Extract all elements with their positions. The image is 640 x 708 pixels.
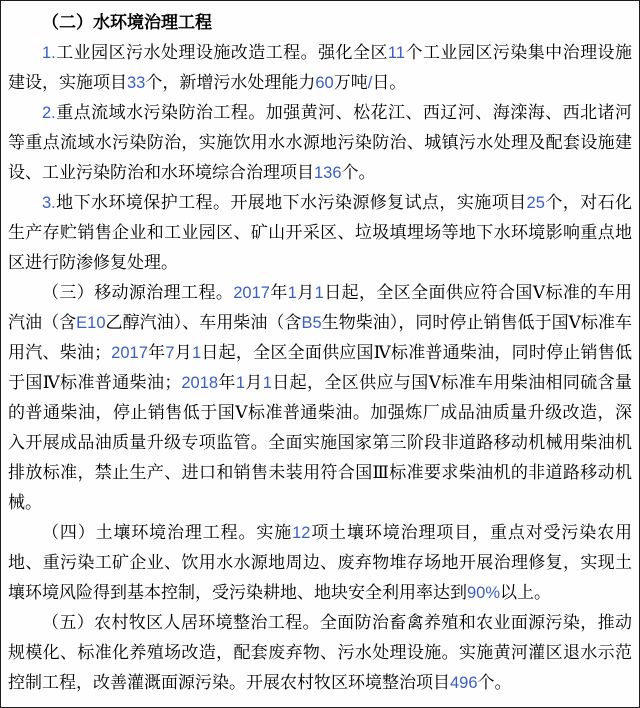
section-heading: （二）水环境治理工程 [42, 13, 212, 32]
numeric-text: 1 [287, 284, 297, 302]
numeric-text: 11 [387, 44, 406, 62]
numeric-text: 25 [526, 194, 545, 212]
text-run: 年 [147, 343, 166, 362]
text-run: 月 [174, 343, 193, 362]
text-run: 工业园区污水处理设施改造工程。强化全区 [55, 43, 388, 62]
document-body [8, 38, 632, 698]
numeric-text: 1 [262, 374, 272, 392]
numeric-text: E10 [76, 314, 106, 332]
text-run: 乙醇汽油）、车用柴油（含 [105, 313, 302, 332]
text-run: 日起，全区全面供应国Ⅳ标准普通柴油，同时停止销售低于国Ⅳ标准普通柴油； [8, 343, 633, 392]
numeric-text: 1 [235, 374, 245, 392]
numeric-text: 496 [450, 674, 478, 692]
numeric-text: 3. [42, 194, 56, 212]
numeric-text: 33 [127, 74, 146, 92]
numeric-text: 1 [314, 284, 324, 302]
paragraph [8, 98, 632, 188]
numeric-text: 2018 [181, 374, 219, 392]
text-run: 个。 [341, 163, 376, 182]
text-run: 个。 [477, 673, 512, 692]
text-run: 日起，全区全面供应符合国Ⅴ标准的车用汽油（含 [8, 283, 633, 332]
text-run: 年 [218, 373, 236, 392]
paragraph [8, 38, 632, 98]
text-run: 个，新增污水处理能力 [145, 73, 316, 92]
text-run: 月 [296, 283, 315, 302]
text-run: 年 [269, 283, 288, 302]
text-run: 生物柴油），同时停止销售低于国Ⅴ标准车用汽、柴油； [8, 313, 633, 362]
numeric-text: 12 [292, 524, 311, 542]
text-run: 月 [245, 373, 263, 392]
numeric-text: 2. [42, 104, 56, 122]
numeric-text: 7 [165, 344, 175, 362]
text-run: 日。 [372, 73, 407, 92]
numeric-text: B5 [301, 314, 322, 332]
numeric-text: 60 [315, 74, 334, 92]
numeric-text: 136 [314, 164, 342, 182]
numeric-text: / [367, 74, 373, 92]
paragraph [8, 608, 632, 698]
text-run: 重点流域水污染防治工程。加强黄河、松花江、西辽河、海滦海、西北诸河等重点流域水污染防治，实施饮用水水源地污染防治、城镇污水处理及配套设施建设、工业污染防治和水环境综合治理项目 [8, 103, 632, 182]
numeric-text: 1. [42, 44, 56, 62]
text-run: （五）农村牧区人居环境整治工程。全面防治畜禽养殖和农业面源污染，推动规模化、标准化养殖场改造，配套废弃物、污水处理设施。实施黄河灌区退水示范控制工程，改善灌溉面源污染。开展农村牧区环境整治项目 [8, 613, 632, 692]
text-run: 个工业园区污染集中治理设施建设，实施项目 [8, 43, 633, 92]
text-run: 日起，全区供应与国Ⅴ标准车用柴油相同硫含量的普通柴油，停止销售低于国Ⅴ标准普通柴油。加强炼厂成品油质量升级改造，深入开展成品油质量升级专项监管。全面实施国家第三阶段非道路移动机械用柴油机排放标准，禁止生产、进口和销售未装用符合国Ⅲ标准要求柴油机的非道路移动机械。 [8, 373, 633, 512]
text-run: （三）移动源治理工程。 [42, 283, 234, 302]
paragraph [8, 188, 632, 278]
paragraph [8, 518, 632, 608]
paragraph [8, 278, 632, 518]
numeric-text: 90% [467, 584, 501, 602]
text-run: 以上。 [500, 583, 552, 602]
text-run: （四）土壤环境治理工程。实施 [42, 523, 293, 542]
numeric-text: 2017 [111, 344, 148, 362]
text-run: 万吨 [333, 73, 368, 92]
numeric-text: 2017 [233, 284, 270, 302]
text-run: 地下水环境保护工程。开展地下水污染源修复试点，实施项目 [55, 193, 527, 212]
text-run: 项土壤环境治理项目，重点对受污染农用地、重污染工矿企业、饮用水水源地周边、废弃物堆存场地开展治理修复，实现土壤环境风险得到基本控制，受污染耕地、地块安全利用率达到 [8, 523, 633, 602]
text-run: 个，对石化生产存贮销售企业和工业园区、矿山开采区、垃圾填埋场等地下水环境影响重点地区进行防渗修复处理。 [8, 193, 633, 272]
numeric-text: 1 [192, 344, 202, 362]
